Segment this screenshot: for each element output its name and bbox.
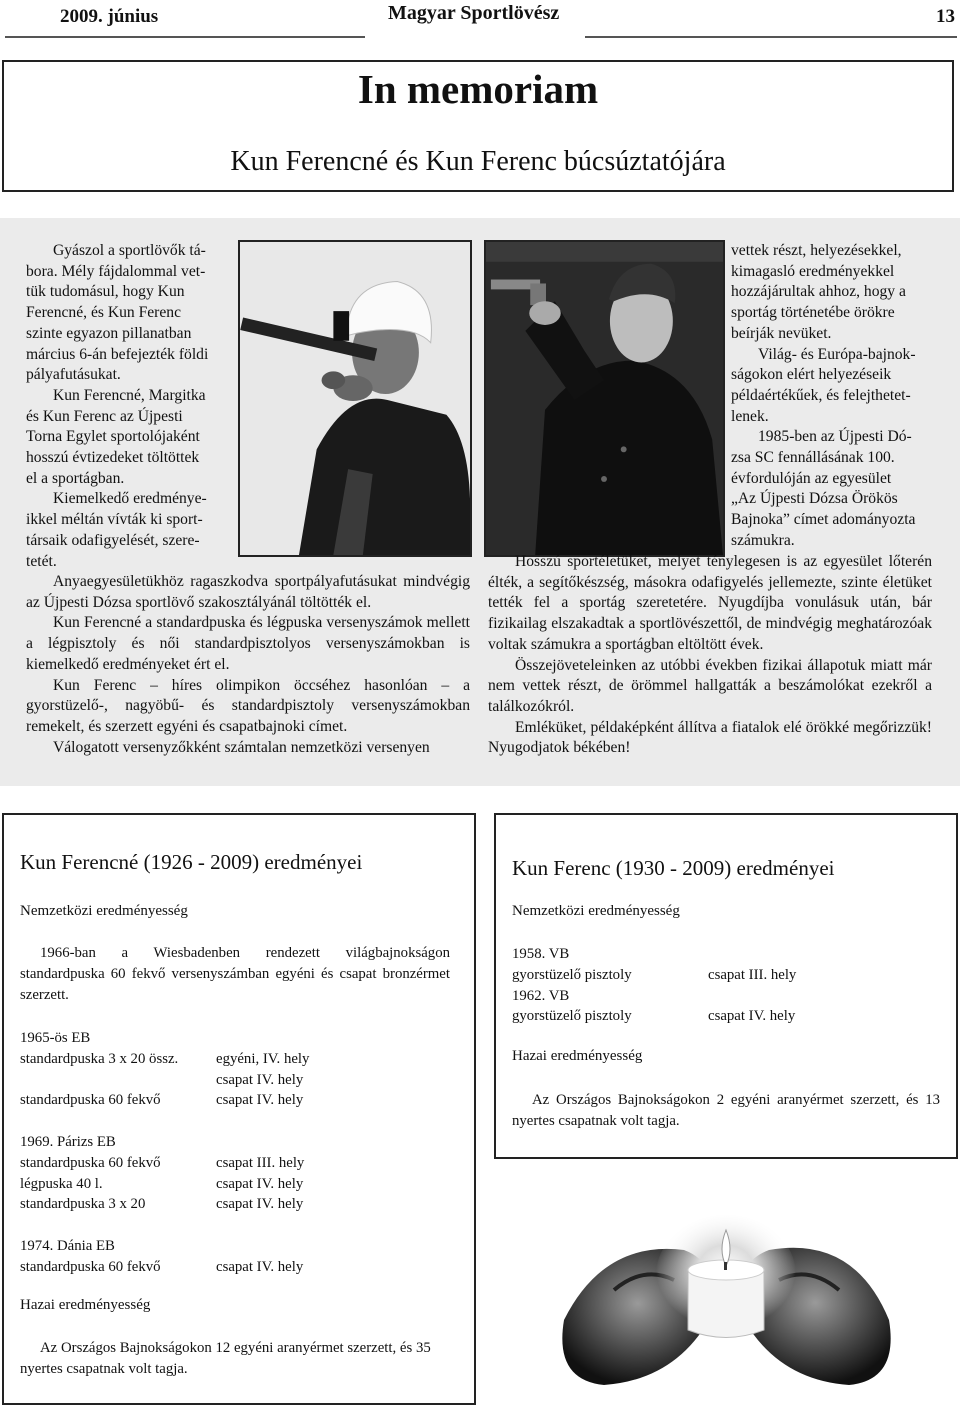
event-title: 1962. VB <box>512 987 570 1004</box>
paragraph: Kun Ferencné, Margitka és Kun Ferenc az Újpesti Torna Egylet sportolójaként hosszú évtizedeket töltöttek el a sportágban. <box>26 386 206 487</box>
paragraph: Emléküket, példaképként állítva a fiatalok elé örökké megőrizzük! Nyugodjatok békében! <box>488 718 932 757</box>
candle-icon <box>494 1170 958 1406</box>
paragraph: Hosszú sportéletüket, melyet ténylegesen is az egyesület lőterén élték, a segítőkészség, másokra odafigyelés jellemezte, szinte életüket tették fel a sportág szeretetére. Nyugdíjba vonulásuk után, bár fizikailag elszakadtak a sportlövészettől, de mindvégig meghatározóak voltak számukra a sportágban eltöltött évek. <box>488 553 932 653</box>
results-heading-right: Kun Ferenc (1930 - 2009) eredményei <box>512 856 835 880</box>
paragraph: Kun Ferencné a standardpuska és légpuska versenyszámok mellett a légpisztoly és női standardpisztolyos versenyszámokban is kiemelkedő eredményeket ért el. <box>26 614 470 673</box>
event-title: 1969. Párizs EB <box>20 1133 116 1150</box>
pistol-shooter-image <box>486 242 723 555</box>
article-left-wrap <box>26 241 224 572</box>
paragraph: Összejöveteleinken az utóbbi években fizikai állapotuk miatt már nem vettek részt, de örömmel hallgatták a beszámolókat ezekről a találkozókról. <box>488 656 932 715</box>
home-label-right: Hazai eredményesség <box>512 1048 643 1064</box>
event-title: 1965-ös EB <box>20 1030 91 1046</box>
paragraph: Gyászol a sportlövők tá- bora. Mély fájdalommal vet- tük tudomásul, hogy Kun Ferencné, és Kun Ferenc szinte egyazon pillanatban március 6-án befejezték földi pályafutásukat. <box>26 242 209 384</box>
result-row: standardpuska 60 fekvő csapat III. hely <box>20 1154 305 1171</box>
photo-kun-ferenc <box>484 240 725 557</box>
home-text-right: Az Országos Bajnokságokon 2 egyéni aranyérmet szerzett, és 13 nyertes csapatnak volt tagja. <box>512 1092 940 1129</box>
magazine-name: Magyar Sportlövész <box>388 2 560 24</box>
photo-kun-ferencne <box>238 240 472 557</box>
result-row: csapat IV. hely <box>216 1071 304 1088</box>
paragraph: Kun Ferenc – híres olimpikon öccséhez hasonlóan – a gyorstüzelő-, nagyöbű- és standardpisztoly versenyszámokban remekelt, és szerzett egyéni és csapatbajnoki címet. <box>26 676 470 735</box>
paragraph: Világ- és Európa-bajnok- ságokon elért helyezéseik példaértékűek, és felejthetet- lenek. <box>731 345 916 425</box>
result-row: légpuska 40 l. csapat IV. hely <box>20 1175 304 1192</box>
article-right-wrap <box>731 241 932 552</box>
intl-label-left: Nemzetközi eredményesség <box>20 903 188 919</box>
page-title: In memoriam <box>357 66 599 112</box>
paragraph: vettek részt, helyezésekkel, kimagasló eredményekkel hozzájárultak ahhoz, hogy a sportág történetébe örökre beírják nevüket. <box>731 242 906 342</box>
page-subtitle: Kun Ferencné és Kun Ferenc búcsúztatójára <box>230 146 726 177</box>
result-row: standardpuska 3 x 20 csapat IV. hely <box>20 1196 304 1213</box>
home-text-left: Az Országos Bajnokságokon 12 egyéni aranyérmet szerzett, és 35 nyertes csapatnak volt tagja. <box>20 1340 431 1377</box>
title-box <box>2 60 954 192</box>
results-table-right <box>512 944 932 1027</box>
intl-intro-text: 1966-ban a Wiesbadenben rendezett világbajnokságon standardpuska 60 fekvő versenyszámban egyéni és csapat bronzérmet szerzett. <box>20 945 450 1003</box>
paragraph: Anyaegyesületükhöz ragaszkodva sportpályafutásukat mindvégig az Újpesti Dózsa sportlövő szakosztályánál töltötték el. <box>26 573 470 611</box>
paragraph: Válogatott versenyzőkként számtalan nemzetközi versenyen <box>53 738 430 756</box>
article-left-full <box>26 572 470 758</box>
event-title: 1958. VB <box>512 946 570 962</box>
candle-in-hands-image <box>494 1170 958 1406</box>
header-rule-left <box>5 36 365 38</box>
intl-intro-left <box>20 943 450 1005</box>
result-row: standardpuska 60 fekvő csapat IV. hely <box>20 1092 304 1109</box>
header-rule-right <box>585 36 957 38</box>
result-row: gyorstüzelő pisztoly csapat IV. hely <box>512 1008 796 1025</box>
issue-date: 2009. június <box>60 6 159 27</box>
result-row: standardpuska 60 fekvő csapat IV. hely <box>20 1258 304 1275</box>
intl-label-right: Nemzetközi eredményesség <box>512 903 680 919</box>
page-number: 13 <box>936 6 955 27</box>
home-label-left: Hazai eredményesség <box>20 1297 151 1313</box>
paragraph: 1985-ben az Újpesti Dó- zsa SC fennállásának 100. évfordulóján az egyesület „Az Újpesti Dózsa Örökös Bajnoka” címet adományozta számukra. <box>731 428 916 549</box>
result-row: standardpuska 3 x 20 össz. egyéni, IV. hely <box>20 1050 310 1067</box>
results-table-left <box>20 1028 450 1278</box>
results-heading-left: Kun Ferencné (1926 - 2009) eredményei <box>20 850 363 874</box>
rifle-shooter-image <box>240 242 470 555</box>
result-row: gyorstüzelő pisztoly csapat III. hely <box>512 966 797 983</box>
article-right-full <box>488 552 932 759</box>
paragraph: Kiemelkedő eredménye- ikkel méltán vívták ki sport- társaik odafigyelését, szere- tetét. <box>26 490 207 570</box>
event-title: 1974. Dánia EB <box>20 1237 115 1254</box>
